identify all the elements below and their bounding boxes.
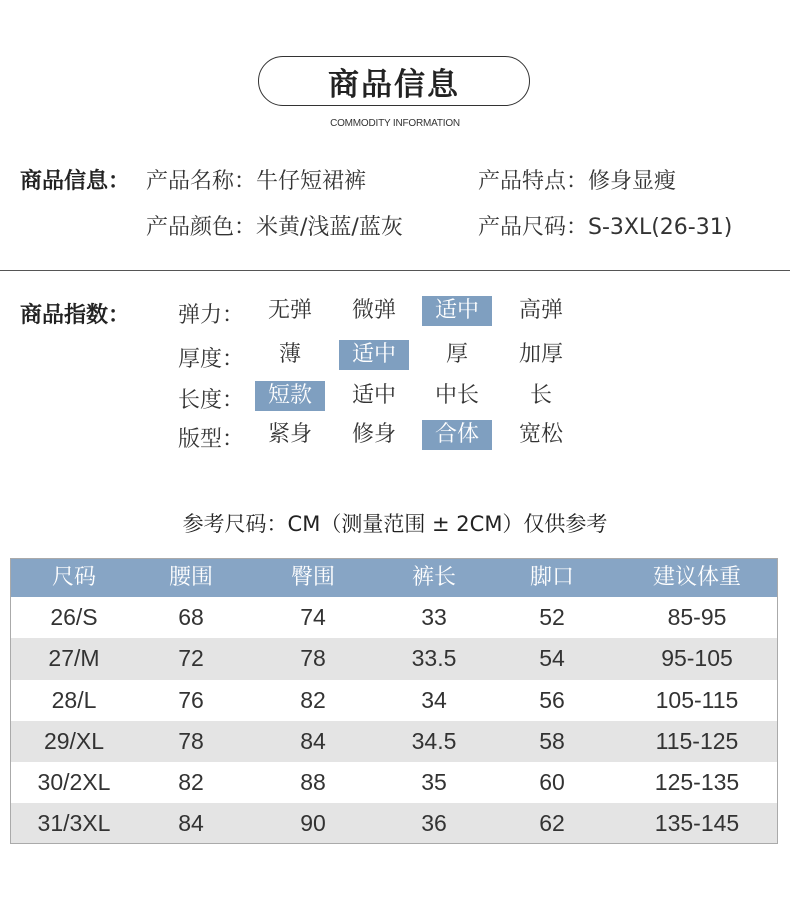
info-label: 商品信息：: [20, 169, 131, 194]
size-table-title: 参考尺码：CM（测量范围 ± 2CM）仅供参考: [182, 512, 608, 536]
table-row: [11, 680, 777, 721]
index-option: 微弹: [351, 298, 396, 323]
product-feature: 产品特点：修身显瘦: [478, 169, 677, 194]
index-option-selected: 合体: [422, 420, 492, 450]
index-category: 弹力：: [178, 303, 245, 328]
table-cell: 95-105: [661, 645, 733, 672]
column-header: 裤长: [411, 565, 456, 590]
table-row: [11, 597, 777, 638]
table-cell: 31/3XL: [37, 810, 111, 837]
product-sizes: 产品尺码：S-3XL(26-31): [478, 215, 733, 240]
column-header: 尺码: [51, 565, 96, 590]
column-header: 建议体重: [652, 565, 741, 590]
table-cell: 82: [300, 686, 326, 713]
index-option: 加厚: [518, 342, 563, 367]
table-header: [11, 559, 777, 597]
index-option-selected: 适中: [339, 340, 409, 370]
table-cell: 85-95: [667, 604, 727, 630]
table-cell: 78: [178, 727, 204, 754]
table-row: [11, 721, 777, 762]
table-cell: 52: [539, 604, 565, 630]
index-category: 长度：: [178, 388, 245, 413]
product-name: 产品名称：牛仔短裙裤: [146, 169, 367, 194]
table-cell: 84: [178, 810, 204, 837]
index-option: 高弹: [518, 298, 563, 323]
column-header: 脚口: [529, 565, 574, 590]
table-cell: 125-135: [654, 769, 740, 796]
table-cell: 56: [539, 686, 565, 713]
table-cell: 78: [300, 645, 326, 672]
table-row: [11, 638, 777, 679]
table-cell: 33.5: [411, 645, 457, 672]
table-cell: 105-115: [655, 686, 739, 713]
table-cell: 30/2XL: [37, 769, 111, 796]
index-option: 无弹: [267, 298, 312, 323]
table-cell: 27/M: [48, 645, 100, 672]
table-cell: 34: [421, 686, 447, 713]
index-label: 商品指数：: [20, 303, 131, 328]
table-cell: 82: [178, 769, 204, 796]
column-header: 臀围: [290, 565, 335, 590]
table-cell: 68: [178, 604, 204, 630]
table-cell: 62: [539, 810, 565, 837]
table-cell: 115-125: [655, 727, 739, 754]
table-cell: 35: [421, 769, 447, 796]
index-option: 中长: [434, 383, 479, 408]
index-option: 宽松: [518, 422, 563, 447]
table-cell: 29/XL: [43, 727, 105, 754]
index-option: 修身: [351, 422, 396, 447]
table-cell: 58: [539, 727, 565, 754]
table-cell: 76: [178, 686, 204, 713]
table-cell: 28/L: [51, 686, 97, 713]
table-cell: 54: [539, 645, 565, 672]
section-title: 商品信息: [258, 56, 530, 106]
index-option: 厚: [445, 342, 468, 367]
table-cell: 72: [178, 645, 204, 672]
index-option: 适中: [351, 383, 396, 408]
table-cell: 90: [300, 810, 326, 837]
table-body: [11, 597, 777, 844]
index-category: 版型：: [178, 427, 245, 452]
table-cell: 36: [421, 810, 447, 837]
table-cell: 33: [421, 604, 447, 630]
table-cell: 135-145: [654, 810, 740, 837]
index-option-selected: 短款: [255, 381, 325, 411]
section-subtitle: COMMODITY INFORMATION: [330, 118, 460, 129]
size-table: [10, 558, 778, 844]
index-option: 紧身: [267, 422, 312, 447]
table-row: [11, 803, 777, 844]
index-option: 薄: [278, 342, 301, 367]
index-category: 厚度：: [178, 347, 245, 372]
index-option: 长: [529, 383, 552, 408]
product-colors: 产品颜色：米黄/浅蓝/蓝灰: [146, 215, 403, 240]
table-cell: 26/S: [50, 604, 98, 630]
table-cell: 84: [300, 727, 326, 754]
table-cell: 88: [300, 769, 326, 796]
table-cell: 74: [300, 604, 326, 630]
section-divider: [0, 270, 790, 271]
table-cell: 34.5: [411, 727, 457, 754]
table-row: [11, 762, 777, 803]
column-header: 腰围: [168, 565, 213, 590]
index-option-selected: 适中: [422, 296, 492, 326]
table-cell: 60: [539, 769, 565, 796]
